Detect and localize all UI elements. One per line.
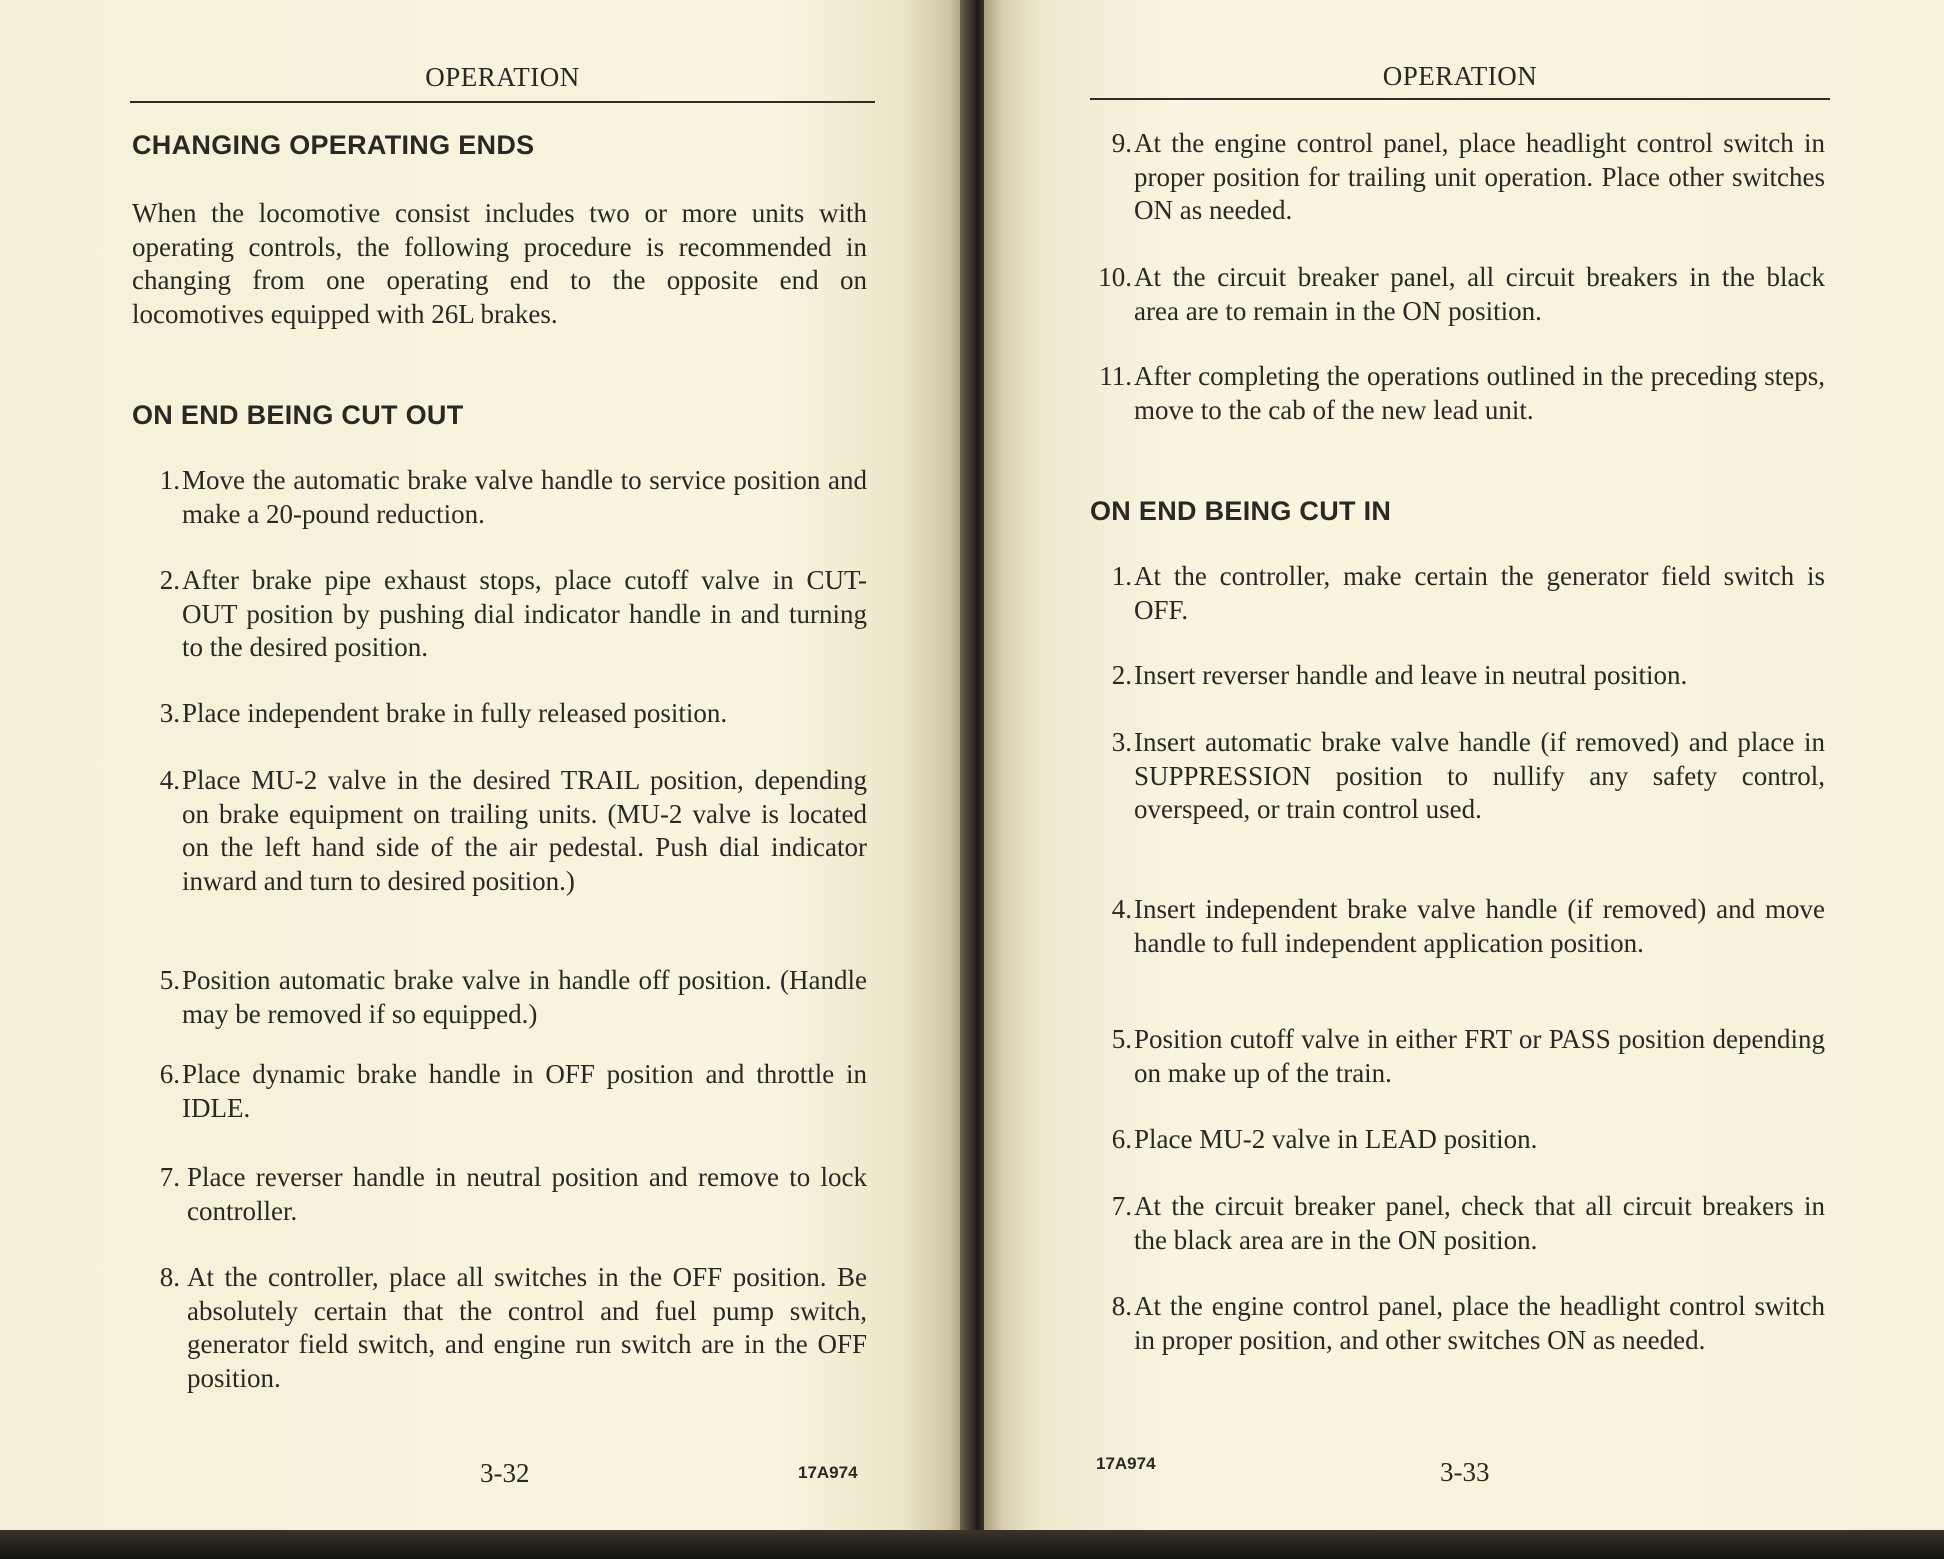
document-code: 17A974 [1096, 1454, 1156, 1473]
step-text: After completing the operations outlined in the preceding steps, move to the cab of the new lead unit. [1134, 361, 1825, 425]
step-number: 7. [1111, 1191, 1132, 1221]
header-rule [130, 101, 875, 103]
step-number: 1. [159, 465, 180, 495]
step-number: 3. [1111, 727, 1132, 757]
step-text: At the engine control panel, place the headlight control switch in proper position, and other switches ON as needed. [1134, 1291, 1825, 1355]
step-number: 6. [159, 1059, 180, 1089]
step-number: 10. [1098, 262, 1132, 292]
page-bottom-edge [0, 1530, 1944, 1559]
step-text: Insert independent brake valve handle (if removed) and move handle to full independent application position. [1134, 894, 1825, 958]
document-code: 17A974 [798, 1463, 858, 1482]
step-number: 4. [1111, 894, 1132, 924]
step-text: Place MU-2 valve in the desired TRAIL position, depending on brake equipment on trailing units. (MU-2 valve is located on the left hand side of the air pedestal. Push dial indicator inward and turn to desired position.) [182, 765, 867, 896]
step-text: Place independent brake in fully released position. [182, 698, 728, 728]
step-number: 2. [1111, 660, 1132, 690]
step-number: 4. [159, 765, 180, 795]
step-text: Insert automatic brake valve handle (if removed) and place in SUPPRESSION position to nullify any safety control, overspeed, or train control used. [1134, 727, 1825, 824]
running-head: OPERATION [425, 62, 580, 92]
step-text: At the engine control panel, place headlight control switch in proper position for trailing unit operation. Place other switches ON as needed. [1134, 128, 1825, 225]
step-number: 6. [1111, 1124, 1132, 1154]
step-text: Move the automatic brake valve handle to service position and make a 20-pound reduction. [182, 465, 867, 529]
step-text: Place dynamic brake handle in OFF position and throttle in IDLE. [182, 1059, 867, 1123]
intro-paragraph: When the locomotive consist includes two or more units with operating controls, the following procedure is recommended in changing from one operating end to the opposite end on locomotives equipped with 26L brakes. [132, 198, 867, 329]
section-title: CHANGING OPERATING ENDS [132, 130, 535, 160]
step-number: 5. [1111, 1024, 1132, 1054]
step-text: Place reverser handle in neutral position and remove to lock controller. [187, 1162, 867, 1226]
header-rule [1090, 98, 1830, 100]
step-text: At the controller, make certain the generator field switch is OFF. [1134, 561, 1825, 625]
right-page [984, 0, 1944, 1530]
step-text: After brake pipe exhaust stops, place cutoff valve in CUT-OUT position by pushing dial indicator handle in and turning to the desired position. [182, 565, 867, 662]
step-number: 11. [1099, 361, 1132, 391]
step-number: 9. [1111, 128, 1132, 158]
step-text: Position automatic brake valve in handle off position. (Handle may be removed if so equipped.) [182, 965, 867, 1029]
step-number: 8. [159, 1262, 180, 1292]
step-text: At the circuit breaker panel, check that all circuit breakers in the black area are in the ON position. [1134, 1191, 1825, 1255]
page-number: 3-32 [480, 1458, 530, 1488]
step-text: Insert reverser handle and leave in neutral position. [1134, 660, 1688, 690]
step-number: 8. [1111, 1291, 1132, 1321]
subsection-title: ON END BEING CUT OUT [132, 400, 464, 430]
step-number: 7. [159, 1162, 180, 1192]
subsection-title: ON END BEING CUT IN [1090, 496, 1392, 526]
step-text: Place MU-2 valve in LEAD position. [1134, 1124, 1538, 1154]
step-number: 3. [159, 698, 180, 728]
running-head: OPERATION [1382, 61, 1538, 91]
left-page [0, 0, 968, 1530]
step-number: 5. [159, 965, 180, 995]
step-text: At the controller, place all switches in the OFF position. Be absolutely certain that the control and fuel pump switch, generator field switch, and engine run switch are in the OFF position. [187, 1262, 867, 1393]
step-text: Position cutoff valve in either FRT or PASS position depending on make up of the train. [1134, 1024, 1825, 1088]
page-number: 3-33 [1440, 1457, 1490, 1487]
step-number: 2. [159, 565, 180, 595]
step-number: 1. [1111, 561, 1132, 591]
step-text: At the circuit breaker panel, all circuit breakers in the black area are to remain in the ON position. [1134, 262, 1825, 326]
